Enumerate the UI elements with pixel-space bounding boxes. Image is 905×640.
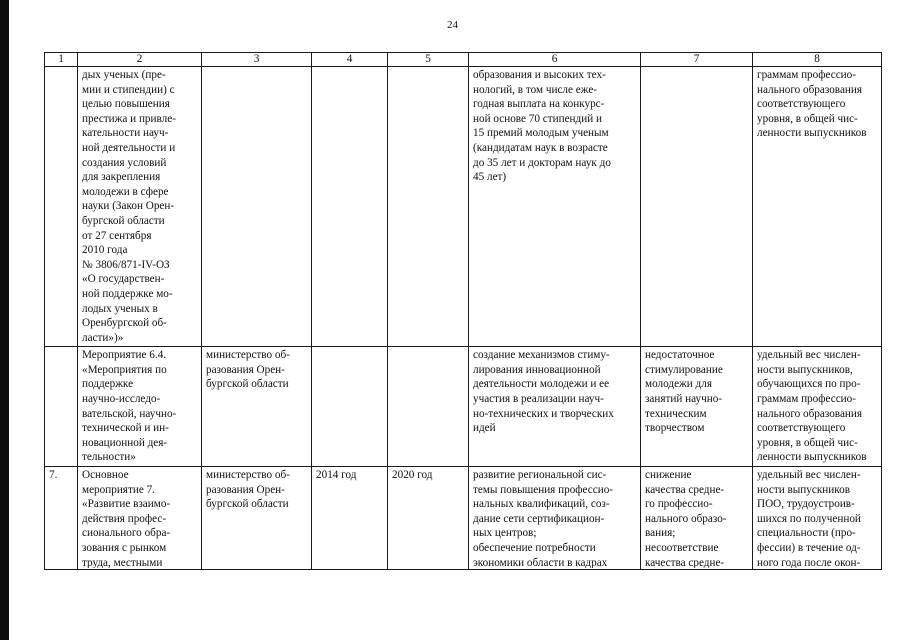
cell-text-line: технической и ин- [82, 422, 169, 435]
cell-text-line: уровня, в общей чис- [757, 436, 858, 449]
program-table [44, 52, 882, 570]
cell-text-line: тельности» [82, 451, 136, 464]
cell-text-line: от 27 сентября [82, 229, 152, 242]
cell-text-line: поддержке [82, 378, 134, 391]
table-row [45, 467, 882, 570]
cell-text-line: министерство об- [206, 469, 290, 482]
cell-text-line: 2020 год [392, 469, 433, 482]
column-number: 7 [641, 53, 753, 67]
indicator-link-cell [753, 467, 882, 570]
cell-text-line: удельный вес числен- [757, 469, 861, 482]
page-number: 24 [447, 19, 458, 31]
consequences-cell [641, 467, 753, 570]
cell-text-line: нологий, в том числе еже- [473, 83, 598, 96]
cell-text-line: зования с рынком [82, 542, 167, 554]
cell-text-line: бургской области [82, 214, 165, 227]
cell-text-line: ных центров; [473, 527, 537, 540]
cell-text-line: вания; [645, 527, 676, 540]
start-year-cell [312, 347, 388, 467]
cell-text-line: ласти»)» [82, 331, 124, 344]
column-number: 4 [312, 53, 388, 67]
cell-text-line: разования Орен- [206, 483, 285, 496]
end-year-cell [388, 347, 469, 467]
cell-text-line: темы повышения профессио- [473, 483, 614, 496]
cell-text-line: недостаточное [645, 349, 715, 362]
cell-text-line: мии и стипендии) с [82, 83, 175, 96]
cell-text-line: обучающихся по про- [757, 378, 861, 391]
cell-text-line: ности выпускников [757, 483, 850, 496]
cell-text-line: ного года после окон- [757, 556, 861, 569]
row-number-cell [45, 67, 78, 347]
cell-text-line: нального образования [757, 407, 863, 420]
cell-text-line: нальных квалификаций, соз- [473, 498, 610, 511]
cell-text-line: но-технических и творческих [473, 407, 614, 420]
cell-text-line: годная выплата на конкурс- [473, 98, 605, 111]
cell-text-line: целью повышения [82, 98, 170, 111]
cell-text-line: несоответствие [645, 542, 719, 554]
executor-cell [202, 347, 312, 467]
cell-text-line: разования Орен- [206, 363, 285, 376]
cell-text-line: лодых ученых в [82, 302, 158, 315]
cell-text-line: «Развитие взаимо- [82, 498, 171, 511]
cell-text-line: труда, местными [82, 556, 163, 569]
cell-text-line: ности выпускников, [757, 363, 853, 376]
cell-text-line: мероприятие 7. [82, 483, 155, 496]
column-number: 2 [78, 53, 202, 67]
cell-text-line: нального образования [757, 83, 863, 96]
cell-text-line: для закрепления [82, 171, 161, 184]
cell-text-line: специальности (про- [757, 527, 856, 540]
event-name-cell [78, 467, 202, 570]
cell-text-line: бургской области [206, 498, 289, 511]
cell-text-line: действия профес- [82, 512, 167, 525]
cell-text-line: молодежи в сфере [82, 185, 169, 198]
cell-text-line: престижа и привле- [82, 112, 176, 125]
column-number: 6 [469, 53, 641, 67]
cell-text-line: 2010 года [82, 244, 128, 257]
cell-text-line: вательской, научно- [82, 407, 177, 420]
start-year-cell [312, 67, 388, 347]
cell-text-line: шихся по полученной [757, 512, 861, 525]
cell-text-line: 15 премий молодым ученым [473, 127, 609, 140]
cell-text-line: ной поддержке мо- [82, 287, 173, 300]
cell-text-line: ленности выпускников [757, 127, 867, 140]
expected-result-cell [469, 347, 641, 467]
indicator-link-cell [753, 67, 882, 347]
expected-result-cell [469, 467, 641, 570]
cell-text-line: занятий научно- [645, 393, 723, 406]
event-name-cell [78, 67, 202, 347]
cell-text-line: (кандидатам наук в возрасте [473, 141, 608, 154]
cell-text-line: фессии) в течение од- [757, 542, 861, 554]
start-year-cell [312, 467, 388, 570]
cell-text-line: ПОО, трудоустроив- [757, 498, 855, 511]
column-number: 5 [388, 53, 469, 67]
cell-text-line: развитие региональной сис- [473, 469, 607, 482]
cell-text-line: качества средне- [645, 483, 725, 496]
row-number-cell [45, 467, 78, 570]
cell-text-line: стимулирование [645, 363, 723, 376]
cell-text-line: сионального обра- [82, 527, 171, 540]
column-number: 3 [202, 53, 312, 67]
cell-text-line: до 35 лет и докторам наук до [473, 156, 611, 169]
cell-text-line: лирования инновационной [473, 363, 601, 376]
cell-text-line: обеспечение потребности [473, 542, 596, 554]
event-name-cell [78, 347, 202, 467]
left-margin-bar [0, 0, 9, 640]
cell-text-line: качества средне- [645, 556, 725, 569]
expected-result-cell [469, 67, 641, 347]
cell-text-line: снижение [645, 469, 692, 482]
column-number: 8 [753, 53, 882, 67]
cell-text-line: творчеством [645, 422, 705, 435]
cell-text-line: идей [473, 422, 496, 435]
cell-text-line: научно-исследо- [82, 393, 161, 406]
cell-text-line: бургской области [206, 378, 289, 391]
cell-text-line: соответствующего [757, 98, 846, 111]
cell-text-line: кательности науч- [82, 127, 169, 140]
cell-text-line: техническим [645, 407, 707, 420]
cell-text-line: Основное [82, 469, 129, 482]
cell-text-line: ной деятельности и [82, 141, 176, 154]
cell-text-line: Мероприятие 6.4. [82, 349, 167, 362]
cell-text-line: дых ученых (пре- [82, 69, 166, 81]
indicator-link-cell [753, 347, 882, 467]
cell-text-line: Оренбургской об- [82, 317, 167, 330]
cell-text-line: удельный вес числен- [757, 349, 861, 362]
cell-text-line: го профессио- [645, 498, 713, 511]
executor-cell [202, 467, 312, 570]
cell-text-line: деятельности молодежи и ее [473, 378, 610, 391]
cell-text-line: 7. [49, 469, 58, 482]
cell-text-line: ленности выпускников [757, 451, 867, 464]
cell-text-line: дание сети сертификацион- [473, 512, 605, 525]
consequences-cell [641, 67, 753, 347]
table-row [45, 347, 882, 467]
cell-text-line: № 3806/871-IV-ОЗ [82, 258, 170, 271]
cell-text-line: «О государствен- [82, 273, 165, 286]
cell-text-line: граммам профессио- [757, 69, 856, 81]
cell-text-line: молодежи для [645, 378, 712, 391]
cell-text-line: ной основе 70 стипендий и [473, 112, 602, 125]
cell-text-line: новационной дея- [82, 436, 168, 449]
cell-text-line: соответствующего [757, 422, 846, 435]
cell-text-line: создание механизмов стиму- [473, 349, 610, 362]
executor-cell [202, 67, 312, 347]
cell-text-line: нального образо- [645, 512, 727, 525]
end-year-cell [388, 67, 469, 347]
cell-text-line: уровня, в общей чис- [757, 112, 858, 125]
table-row [45, 67, 882, 347]
cell-text-line: «Мероприятия по [82, 363, 167, 376]
column-number: 1 [45, 53, 78, 67]
cell-text-line: граммам профессио- [757, 393, 856, 406]
column-number-row [45, 53, 882, 67]
cell-text-line: 45 лет) [473, 171, 507, 184]
cell-text-line: создания условий [82, 156, 167, 169]
cell-text-line: экономики области в кадрах [473, 556, 608, 569]
cell-text-line: министерство об- [206, 349, 290, 362]
consequences-cell [641, 347, 753, 467]
end-year-cell [388, 467, 469, 570]
cell-text-line: науки (Закон Орен- [82, 200, 175, 213]
cell-text-line: 2014 год [316, 469, 357, 482]
cell-text-line: образования и высоких тех- [473, 69, 606, 81]
row-number-cell [45, 347, 78, 467]
cell-text-line: участия в реализации науч- [473, 393, 604, 406]
